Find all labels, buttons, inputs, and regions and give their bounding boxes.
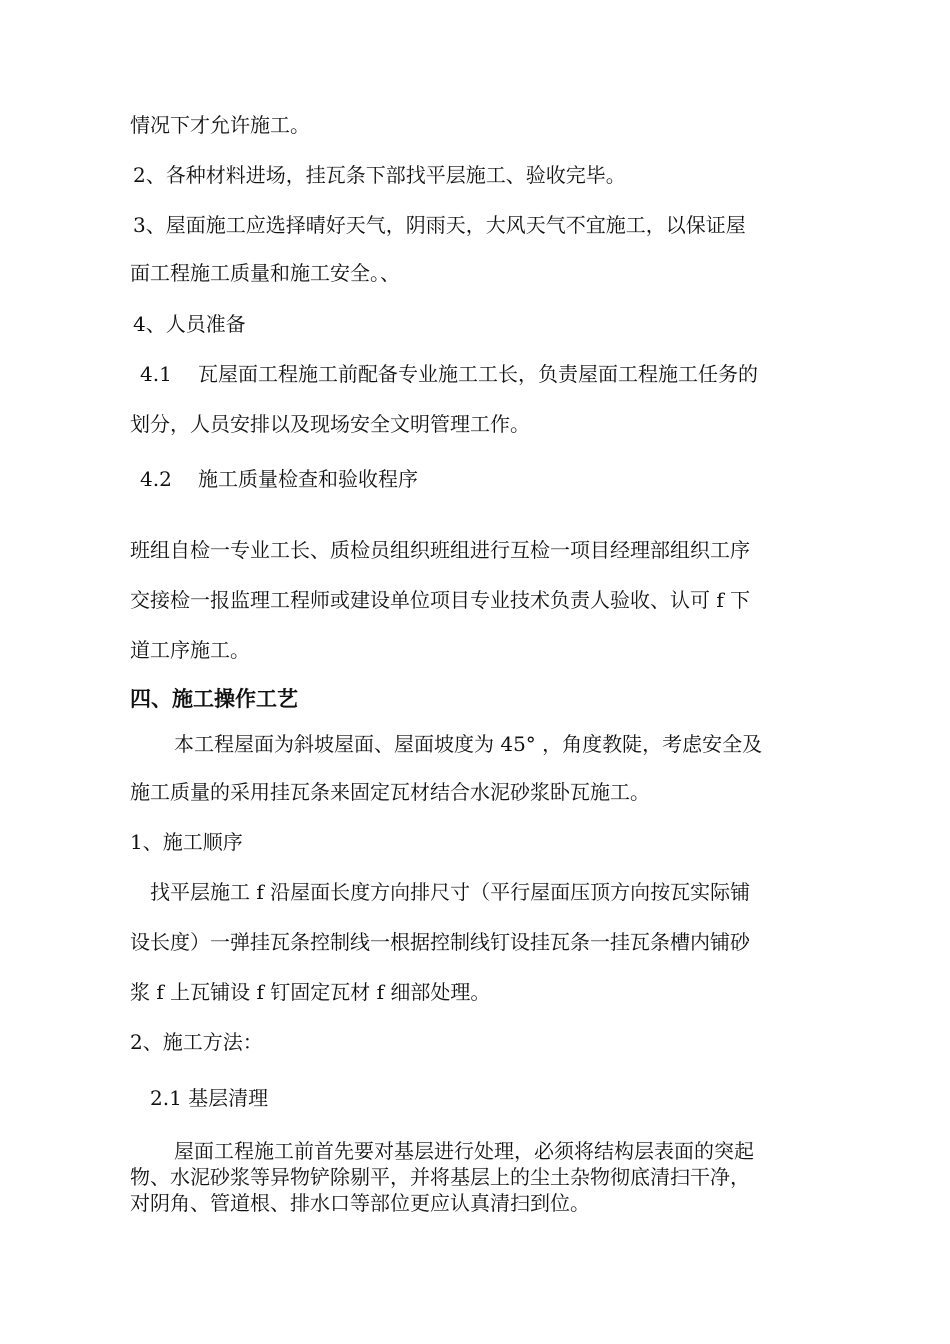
text-line: 班组自检一专业工长、质检员组织班组进行互检一项目经理部组织工序 — [130, 538, 750, 562]
text-line: 本工程屋面为斜坡屋面、屋面坡度为 45° ，角度教陡，考虑安全及 — [174, 732, 763, 756]
text-line: 物、水泥砂浆等异物铲除剔平，并将基层上的尘土杂物彻底清扫干净， — [130, 1165, 750, 1189]
text-line: 交接检一报监理工程师或建设单位项目专业技术负责人验收、认可 f 下 — [130, 588, 751, 612]
section-number: 4.2 — [140, 467, 172, 491]
section-heading: 四、施工操作工艺 — [130, 687, 298, 711]
text-line: 划分，人员安排以及现场安全文明管理工作。 — [130, 412, 530, 436]
text-line: 浆 f 上瓦铺设 f 钉固定瓦材 f 细部处理。 — [130, 980, 491, 1004]
text-line: 2.1 基层清理 — [150, 1086, 269, 1110]
text-line: 道工序施工。 — [130, 638, 250, 662]
text-line: 屋面工程施工前首先要对基层进行处理，必须将结构层表面的突起 — [174, 1139, 754, 1163]
text-line: 4、人员准备 — [133, 312, 246, 336]
text-line: 找平层施工 f 沿屋面长度方向排尺寸（平行屋面压顶方向按瓦实际铺 — [150, 880, 751, 904]
text-line: 2、施工方法： — [130, 1030, 263, 1054]
section-number: 4.1 — [140, 362, 172, 386]
section-text: 施工质量检查和验收程序 — [198, 467, 418, 491]
text-line: 对阴角、管道根、排水口等部位更应认真清扫到位。 — [130, 1191, 590, 1215]
text-line: 设长度）一弹挂瓦条控制线一根据控制线钉设挂瓦条一挂瓦条槽内铺砂 — [130, 930, 750, 954]
text-line: 1、施工顺序 — [130, 830, 243, 854]
section-text: 瓦屋面工程施工前配备专业施工工长，负责屋面工程施工任务的 — [198, 362, 758, 386]
text-line: 施工质量的采用挂瓦条来固定瓦材结合水泥砂浆卧瓦施工。 — [130, 780, 650, 804]
text-line: 情况下才允许施工。 — [130, 113, 310, 137]
text-line: 2、各种材料进场，挂瓦条下部找平层施工、验收完毕。 — [133, 163, 626, 187]
text-line — [140, 465, 418, 493]
text-line: 面工程施工质量和施工安全。、 — [130, 261, 400, 285]
text-line: 3、屋面施工应选择晴好天气，阴雨天，大风天气不宜施工，以保证屋 — [133, 213, 746, 237]
text-line — [140, 360, 758, 388]
